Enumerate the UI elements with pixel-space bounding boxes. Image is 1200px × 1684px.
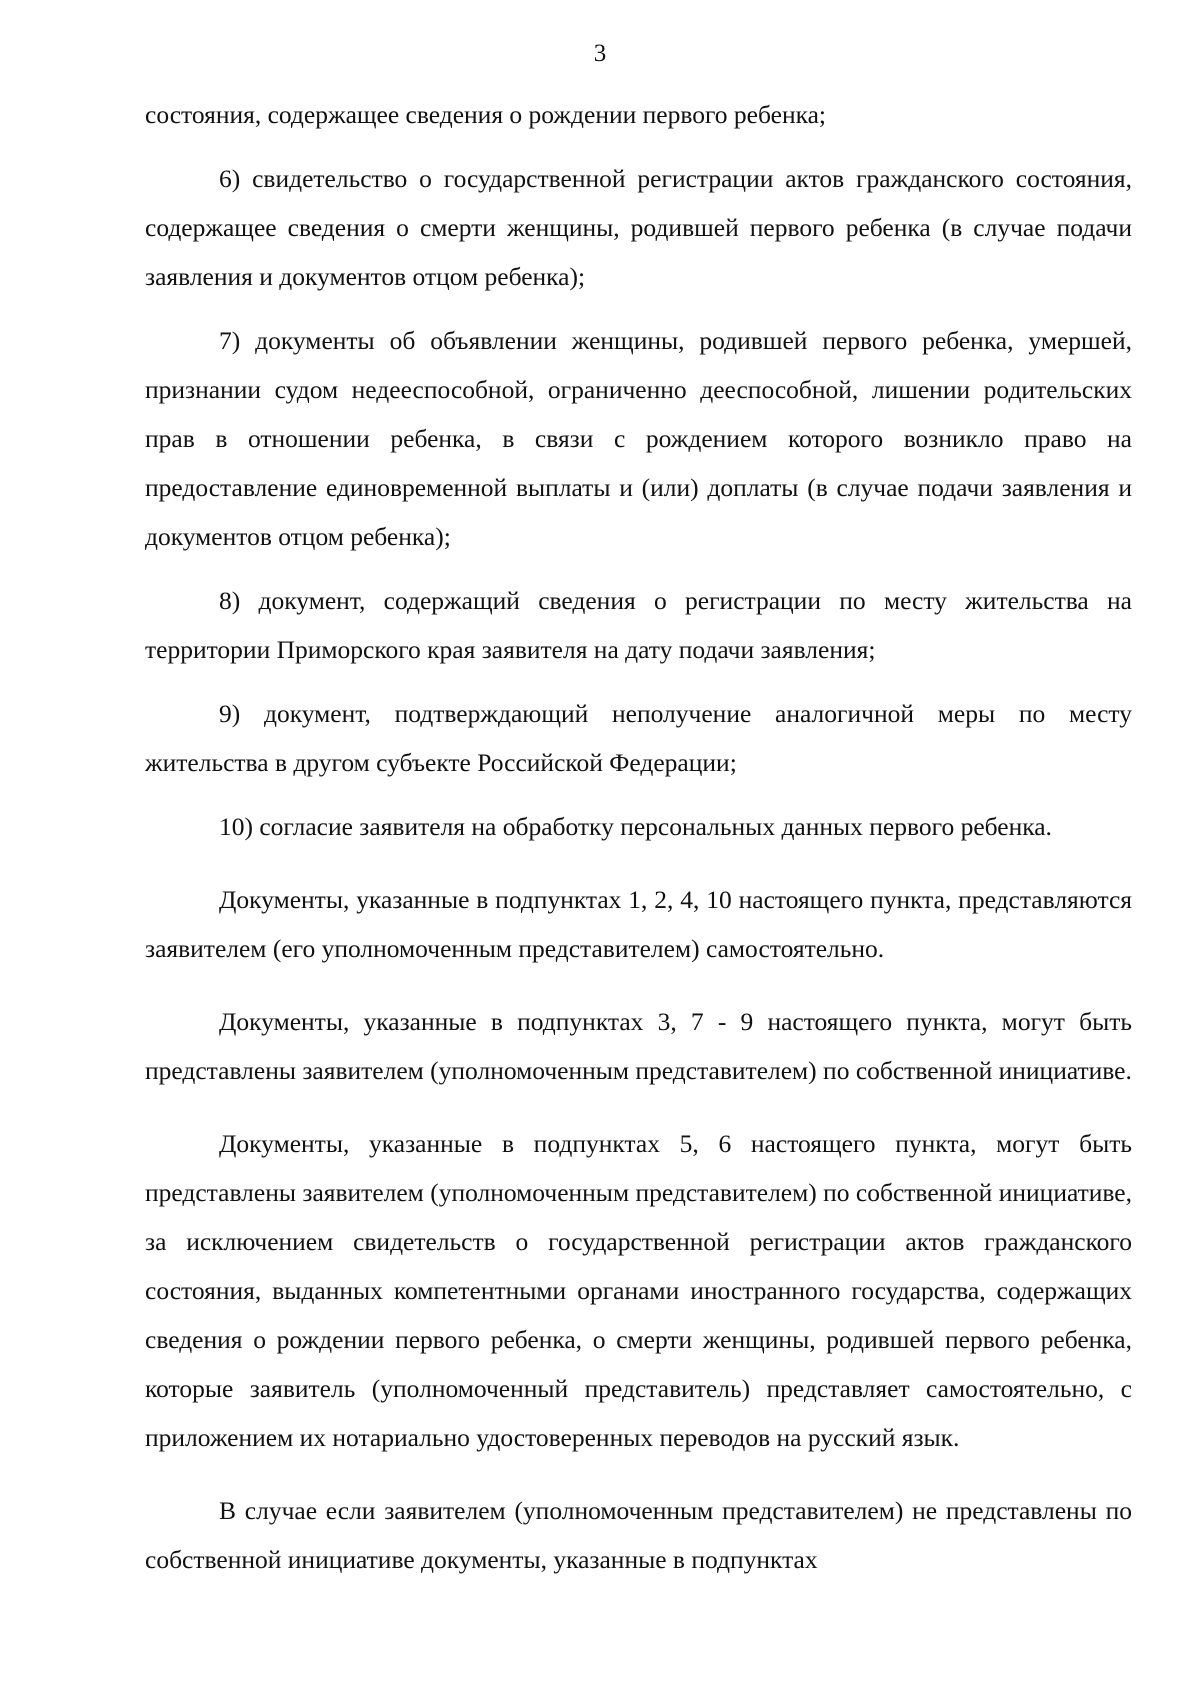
paragraph-item-8: 8) документ, содержащий сведения о регистрации по месту жительства на территории Приморского края заявителя на дату подачи заявления; (145, 586, 1132, 664)
paragraph-documents-foreign: Документы, указанные в подпунктах 5, 6 настоящего пункта, могут быть представлены заявителем (уполномоченным представителем) по собственной инициативе, за исключением свидетельств о государственной регистрации актов гражданского состояния, выданных компетентными органами иностранного государства, содержащих сведения о рождении первого ребенка, о смерти женщины, родившей первого ребенка, которые заявитель (уполномоченный представитель) представляет самостоятельно, с приложением их нотариально удостоверенных переводов на русский язык. (145, 1129, 1132, 1452)
document-body (145, 90, 1132, 1584)
paragraph-item-10: 10) согласие заявителя на обработку персональных данных первого ребенка. (219, 812, 1052, 841)
paragraph-item-7: 7) документы об объявлении женщины, родившей первого ребенка, умершей, признании судом недееспособной, ограниченно дееспособной, лишении родительских прав в отношении ребенка, в связи с рождением которого возникло право на предоставление единовременной выплаты и (или) доплаты (в случае подачи заявления и документов отцом ребенка); (145, 326, 1132, 551)
paragraph-documents-self: Документы, указанные в подпунктах 1, 2, 4, 10 настоящего пункта, представляются заявителем (его уполномоченным представителем) самостоятельно. (145, 885, 1132, 963)
page-number: 3 (593, 40, 607, 67)
paragraph-continuation: состояния, содержащее сведения о рождении первого ребенка; (145, 100, 827, 129)
paragraph-item-6: 6) свидетельство о государственной регистрации актов гражданского состояния, содержащее сведения о смерти женщины, родившей первого ребенка (в случае подачи заявления и документов отцом ребенка); (145, 164, 1132, 291)
paragraph-not-provided: В случае если заявителем (уполномоченным представителем) не представлены по собственной инициативе документы, указанные в подпунктах (145, 1496, 1132, 1574)
paragraph-documents-initiative: Документы, указанные в подпунктах 3, 7 - 9 настоящего пункта, могут быть представлены заявителем (уполномоченным представителем) по собственной инициативе. (145, 1007, 1132, 1085)
paragraph-item-9: 9) документ, подтверждающий неполучение аналогичной меры по месту жительства в другом субъекте Российской Федерации; (145, 699, 1132, 777)
